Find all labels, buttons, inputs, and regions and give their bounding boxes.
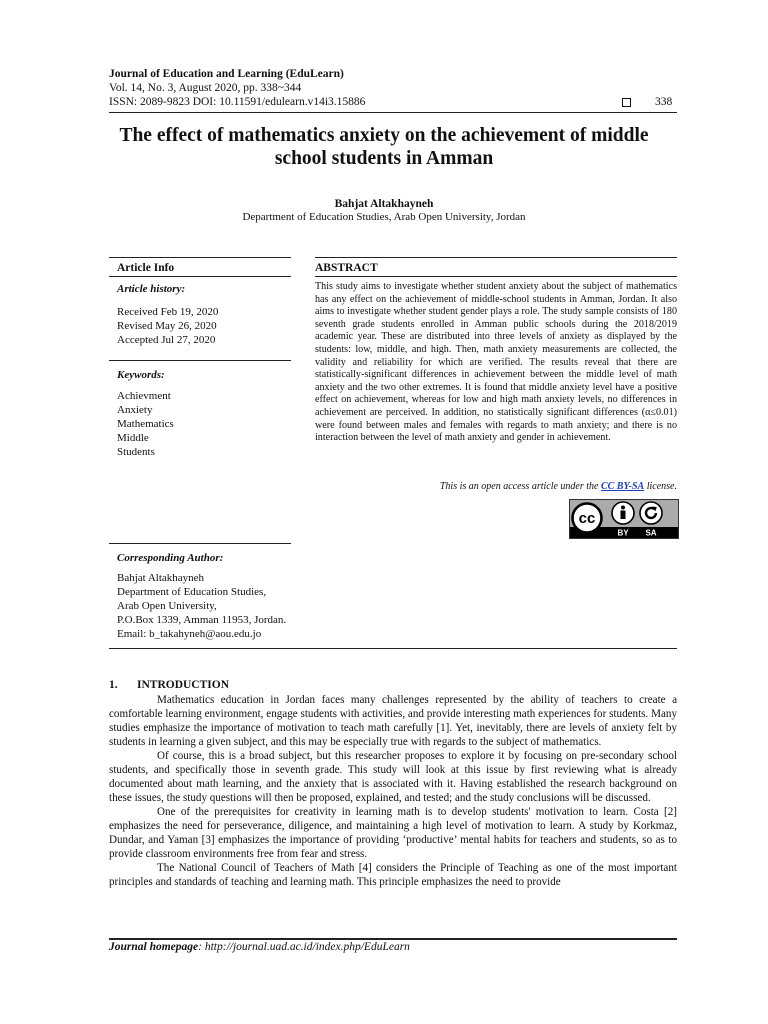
history-accepted: Accepted Jul 27, 2020 (117, 334, 216, 346)
cc-text: cc (578, 510, 596, 527)
abstract-text: This study aims to investigate whether student anxiety about the subject of mathematics has any effect on the achievement of middle-school students in Amman, Jordan. It also aims to investigate whether student gender plays a role. The study sample consists of 180 seventh grade students enrolled in Amman public schools during the 2018/2019 academic year. These are distributed into three levels of anxiety as displayed by the students: low, middle, and high. Then, math anxiety measurements are collected, the validity and reliability for which are verified. The results reveal that there are statistically-significant differences in achievement between the middle level of math anxiety and the two other extremes. It is found that middle anxiety level have a positive effect on achievement, whereas for low and high math anxiety levels, no differences in achievement are perceived. In addition, no statistically significant differences (α≤0.01) were found between males and females with regards to math anxiety; and there is no interaction between the level of math anxiety and gender in achievement. (315, 281, 677, 444)
corresponding-heading: Corresponding Author: (117, 552, 224, 564)
footer-rule (109, 938, 677, 940)
body-paragraph: One of the prerequisites for creativity in learning math is to develop students' motivation to learn. Costa [2] emphasizes the need for perseverance, diligence, and maintaining a high level of motivation to learn. A study by Korkmaz, Dundar, and Yaman [3] emphasizes the importance of providing ‘productive’ mental habits for teachers and students, so as to provide classroom environments free from fear and stress. (109, 806, 677, 860)
journal-volume: Vol. 14, No. 3, August 2020, pp. 338~344 (109, 82, 302, 94)
journal-name: Journal of Education and Learning (EduLearn) (109, 68, 344, 80)
open-access-notice (315, 481, 677, 492)
article-info-top-rule (109, 257, 291, 258)
abstract-rule (315, 276, 677, 277)
license-suffix: license. (644, 481, 677, 492)
keyword-item: Middle (117, 432, 149, 444)
by-person-body (621, 511, 626, 520)
author-affiliation: Department of Education Studies, Arab Open University, Jordan (242, 211, 526, 223)
corresponding-email: Email: b_takahyneh@aou.edu.jo (117, 628, 262, 640)
square-icon (622, 98, 631, 107)
introduction-body (109, 693, 677, 889)
corresponding-rule (109, 543, 291, 544)
body-paragraph: Mathematics education in Jordan faces many challenges represented by the ability of teachers to create a comfortable learning environment, engage students with activities, and provide interesting math experiences for students. Many studies emphasize the importance of motivation to teach math carefully [1]. Yet, inevitably, there are levels of anxiety felt by students in learning a given subject, and this may be especially true with regards to the subject of mathematics. (109, 694, 677, 748)
corresponding-details (117, 571, 286, 641)
article-history-heading: Article history: (117, 283, 186, 295)
keywords-heading: Keywords: (117, 369, 165, 381)
journal-homepage (109, 941, 410, 953)
keyword-item: Achievment (117, 390, 171, 402)
abstract-heading: ABSTRACT (315, 262, 378, 274)
by-person-head (621, 506, 625, 510)
section-title: INTRODUCTION (137, 679, 230, 691)
by-label: BY (617, 528, 629, 538)
section-heading (109, 679, 229, 691)
keyword-item: Students (117, 446, 155, 458)
journal-issn-doi: ISSN: 2089-9823 DOI: 10.11591/edulearn.v14i3.15886 (109, 96, 366, 108)
corresponding-univ: Arab Open University, (117, 600, 217, 612)
body-paragraph: The National Council of Teachers of Math [4] considers the Principle of Teaching as one of the most important principles and standards of teaching and learning math. This principle emphasizes the need to provide (109, 862, 677, 888)
header-rule (109, 112, 677, 113)
page-number: 338 (655, 96, 673, 108)
article-history-list (117, 305, 218, 347)
homepage-label: Journal homepage (109, 941, 199, 953)
keywords-rule (109, 360, 291, 361)
homepage-url[interactable]: : http://journal.uad.ac.id/index.php/EduLearn (198, 941, 410, 953)
history-received: Received Feb 19, 2020 (117, 306, 219, 318)
keywords-list (117, 389, 174, 459)
keyword-item: Anxiety (117, 404, 153, 416)
keyword-item: Mathematics (117, 418, 174, 430)
section-number: 1. (109, 679, 118, 691)
license-prefix: This is an open access article under the (439, 481, 601, 492)
sa-share-icon (640, 502, 662, 524)
corresponding-dept: Department of Education Studies, (117, 586, 267, 598)
cc-badge-graphic (570, 500, 678, 538)
front-matter-bottom-rule (109, 648, 677, 649)
article-info-rule (109, 276, 291, 277)
cc-by-sa-link[interactable]: CC BY-SA (600, 481, 645, 492)
corresponding-address: P.O.Box 1339, Amman 11953, Jordan. (117, 614, 287, 626)
author-name: Bahjat Altakhayneh (334, 198, 434, 210)
cc-by-sa-badge[interactable] (569, 499, 679, 539)
corresponding-name: Bahjat Altakhayneh (117, 572, 205, 584)
paper-title: The effect of mathematics anxiety on the achievement of middle school students in Amman (119, 125, 649, 169)
sa-label: SA (645, 528, 657, 538)
history-revised: Revised May 26, 2020 (117, 320, 217, 332)
abstract-top-rule (315, 257, 677, 258)
article-info-heading: Article Info (117, 262, 175, 274)
body-paragraph: Of course, this is a broad subject, but this researcher proposes to explore it by focusing on pre-secondary school students, and specifically those in seventh grade. This study will look at this issue by first reviewing what is already documented about math learning, and the anxiety that is associated with it. Having established the research background on these issues, the study questions will then be proposed, explained, and tested; and the study conclusions will be discussed. (109, 750, 677, 804)
